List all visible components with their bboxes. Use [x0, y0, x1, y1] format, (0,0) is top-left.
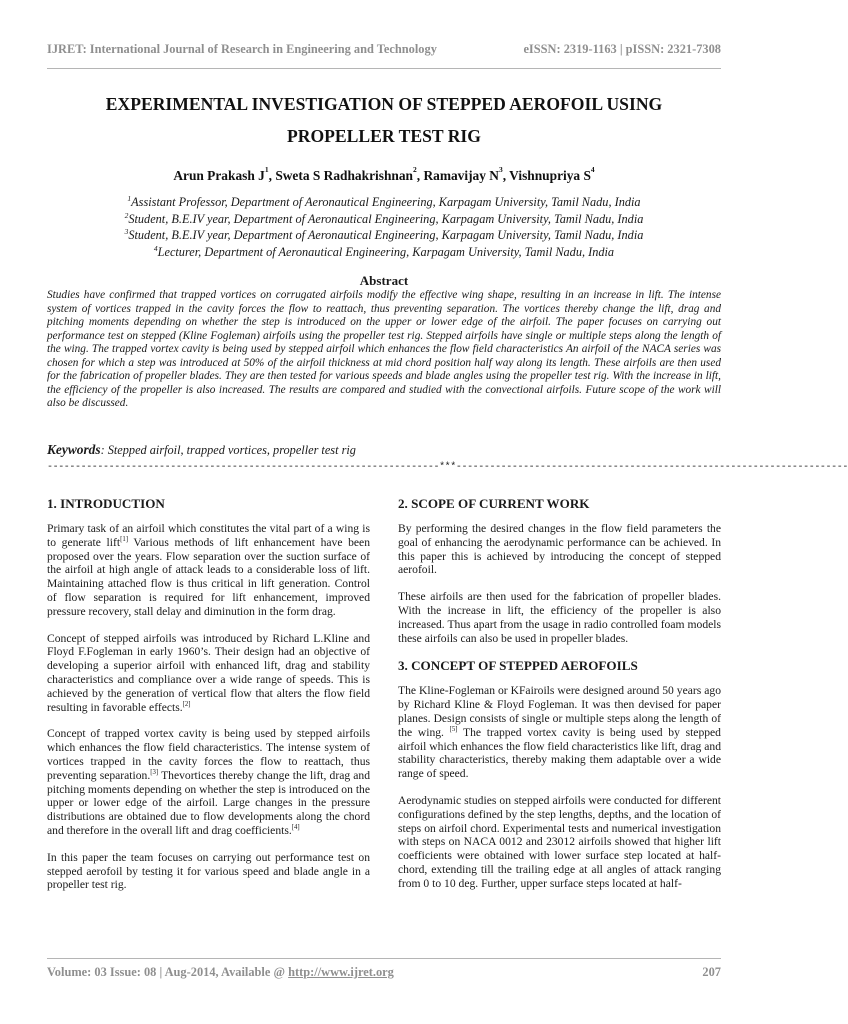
intro-paragraph-2	[47, 632, 370, 715]
right-column	[398, 496, 721, 904]
author-name: Arun Prakash J	[173, 168, 265, 183]
author-sep: ,	[502, 168, 510, 183]
header-divider	[47, 68, 721, 69]
affiliation-sup: 4	[153, 243, 158, 253]
journal-url-link[interactable]: http://www.ijret.org	[288, 965, 394, 979]
intro-paragraph-1	[47, 522, 370, 619]
section-heading-scope: 2. SCOPE OF CURRENT WORK	[398, 496, 590, 511]
citation-ref: [1]	[120, 535, 128, 543]
author-sep: ,	[416, 168, 424, 183]
affiliation-text: Assistant Professor, Department of Aeronautical Engineering, Karpagam University, Tamil Nadu, India	[131, 195, 641, 209]
scope-paragraph-1: By performing the desired changes in the flow field parameters the goal of enhancing the aerodynamic performance can be achieved. In this paper this is achieved by introducing the concept of stepped aerofoil.	[398, 522, 721, 577]
citation-ref: [2]	[182, 700, 191, 708]
affiliation-list	[47, 194, 721, 260]
title-line-1: EXPERIMENTAL INVESTIGATION OF STEPPED AEROFOIL USING	[105, 94, 663, 114]
abstract-heading: Abstract	[359, 273, 409, 288]
intro-paragraph-3	[47, 727, 370, 837]
affiliation	[47, 227, 721, 244]
affiliation	[47, 244, 721, 261]
keywords-line	[47, 442, 721, 458]
paragraph-text: The Kline-Fogleman or KFairoils were designed around 50 years ago by Richard Kline & Floyd Fogleman. It was then devised for paper planes. Design consists of single or multiple steps along the length of the wing.	[398, 684, 721, 739]
affiliation-sup: 1	[127, 194, 132, 203]
keywords-text: : Stepped airfoil, trapped vortices, propeller test rig	[100, 443, 356, 457]
affiliation-sup: 3	[124, 227, 129, 237]
paragraph-text: The trapped vortex cavity is being used by stepped airfoil which enhances the flow field characteristics like lift, drag and stability characteristics, thereby making them adaptable over a wide range of speed.	[398, 725, 721, 781]
author-list	[47, 165, 721, 184]
scope-paragraph-2: These airfoils are then used for the fabrication of propeller blades. With the increase in lift, the efficiency of the propeller is also increased. Thus apart from the usage in radio controlled foam models these airfoils can also be used in propeller blades.	[398, 590, 721, 645]
volume-text: Volume: 03 Issue: 08 | Aug-2014, Available @	[47, 965, 289, 979]
author-sup: 4	[590, 165, 595, 174]
concept-paragraph-1	[398, 684, 721, 781]
citation-ref: [4]	[291, 823, 300, 831]
footer-divider	[47, 958, 721, 959]
section-heading-introduction: 1. INTRODUCTION	[47, 496, 165, 511]
author-name: Ramavijay N	[423, 168, 499, 183]
intro-paragraph-4	[47, 851, 370, 892]
affiliation	[47, 194, 721, 211]
author-name: Vishnupriya S	[509, 168, 591, 183]
abstract-text: Studies have confirmed that trapped vortices on corrugated airfoils modify the effective wing shape, resulting in an increase in lift. The intense system of vortices trapped in the cavity forces the flow to reattach, thus preventing separation. The vortices thereby change the lift, drag and pitching moments depending on whether the step is introduced on the upper or lower edge of the airfoil. The paper focuses on carrying out performance test on stepped (Kline Fogleman) airfoils using the propeller test rig. Stepped airfoils have single or multiple steps along the length of the wing. The trapped vortex cavity is being used by stepped airfoil which enhances the flow field characteristics An airfoil of the NACA series was chosen for which a step was introduced at 50% of the airfoil thickness at mid chord position half way along its length. These airfoils are then used for the fabrication of propeller blades. They are then tested for various speeds and blade angles using the propeller test rig. With the increase in lift, the efficiency of the propeller is also increased. The results are compared and studied with the convectional airfoils. Future scope of the work will also be discussed.	[47, 289, 721, 409]
page-number: 207	[702, 965, 721, 979]
author-sup: 1	[264, 165, 269, 174]
author-sup: 2	[413, 165, 417, 174]
keywords-label: Keywords	[47, 442, 101, 457]
paragraph-text: In this paper the team focuses on carrying out performance test on stepped aerofoil by testing it for various speed and blade angle in a propeller test rig.	[47, 850, 370, 892]
concept-paragraph-2: Aerodynamic studies on stepped airfoils were conducted for different configurations defined by the step lengths, depths, and the location of steps on airfoil chord. Experimental tests and numerical investigation with steps on NACA 0012 and 23012 airfoils showed that higher lift coefficients were obtained with lower surface step located at half-chord, extending till the trailing edge at all angles of attack ranging from 0 to 10 deg. Further, upper surface steps located at half-	[398, 793, 721, 890]
issn-info: eISSN: 2319-1163 | pISSN: 2321-7308	[523, 42, 721, 56]
author-sup: 3	[498, 165, 503, 174]
journal-name: IJRET: International Journal of Research in Engineering and Technology	[47, 42, 437, 56]
paper-title	[47, 88, 721, 152]
affiliation	[47, 211, 721, 228]
affiliation-text: Student, B.E.IV year, Department of Aeronautical Engineering, Karpagam University, Tamil Nadu, India	[128, 228, 644, 243]
citation-ref: [5]	[449, 725, 458, 733]
paragraph-text: Thevortices thereby change the lift, drag and pitching moments depending on whether the step is introduced on the upper or lower edge of the airfoil. Large changes in the pressure distributions are obtained due to flow developments along the chord and therefore in the overall lift and drag coefficients.	[47, 768, 370, 837]
paragraph-text: Concept of trapped vortex cavity is being used by stepped airfoils which enhances the flow field characteristics. The intense system of vortices trapped in the cavity forces the flow to reattach, thus preventing separation.	[47, 727, 370, 782]
left-column	[47, 496, 370, 905]
affiliation-sup: 2	[124, 210, 129, 220]
volume-info	[47, 965, 394, 980]
paragraph-text: Primary task of an airfoil which constitutes the vital part of a wing is to generate lift	[47, 522, 370, 549]
author-name: Sweta S Radhakrishnan	[275, 168, 413, 183]
affiliation-text: Student, B.E.IV year, Department of Aeronautical Engineering, Karpagam University, Tamil Nadu, India	[128, 211, 644, 226]
affiliation-text: Lecturer, Department of Aeronautical Engineering, Karpagam University, Tamil Nadu, India	[157, 244, 615, 259]
section-separator: ----------------------------------------------------------------------***----------------------------------------------------------------------	[47, 462, 848, 473]
paragraph-text: Various methods of lift enhancement have been proposed over the years. Flow separation over the suction surface of the airfoil at high angle of attack leads to a considerable loss of lift. Maintaining attached flow is thus critical in lift generation. Control of flow separation is required for lift enhancement, improved pressure recovery, stall delay and diminution in the form drag.	[47, 535, 370, 618]
author-sep: ,	[268, 168, 276, 183]
title-line-2: PROPELLER TEST RIG	[287, 126, 481, 146]
paragraph-text: Concept of stepped airfoils was introduced by Richard L.Kline and Floyd F.Fogleman in early 1960’s. Their design had an objective of developing a superior airfoil with enhanced lift, drag and stability characteristics and compliance over a wide range of speeds. This is achieved by the generation of vertical flow that alters the flow field resulting in favorable effects.	[47, 631, 370, 714]
section-heading-concept: 3. CONCEPT OF STEPPED AEROFOILS	[398, 658, 638, 674]
citation-ref: [3]	[150, 768, 159, 776]
